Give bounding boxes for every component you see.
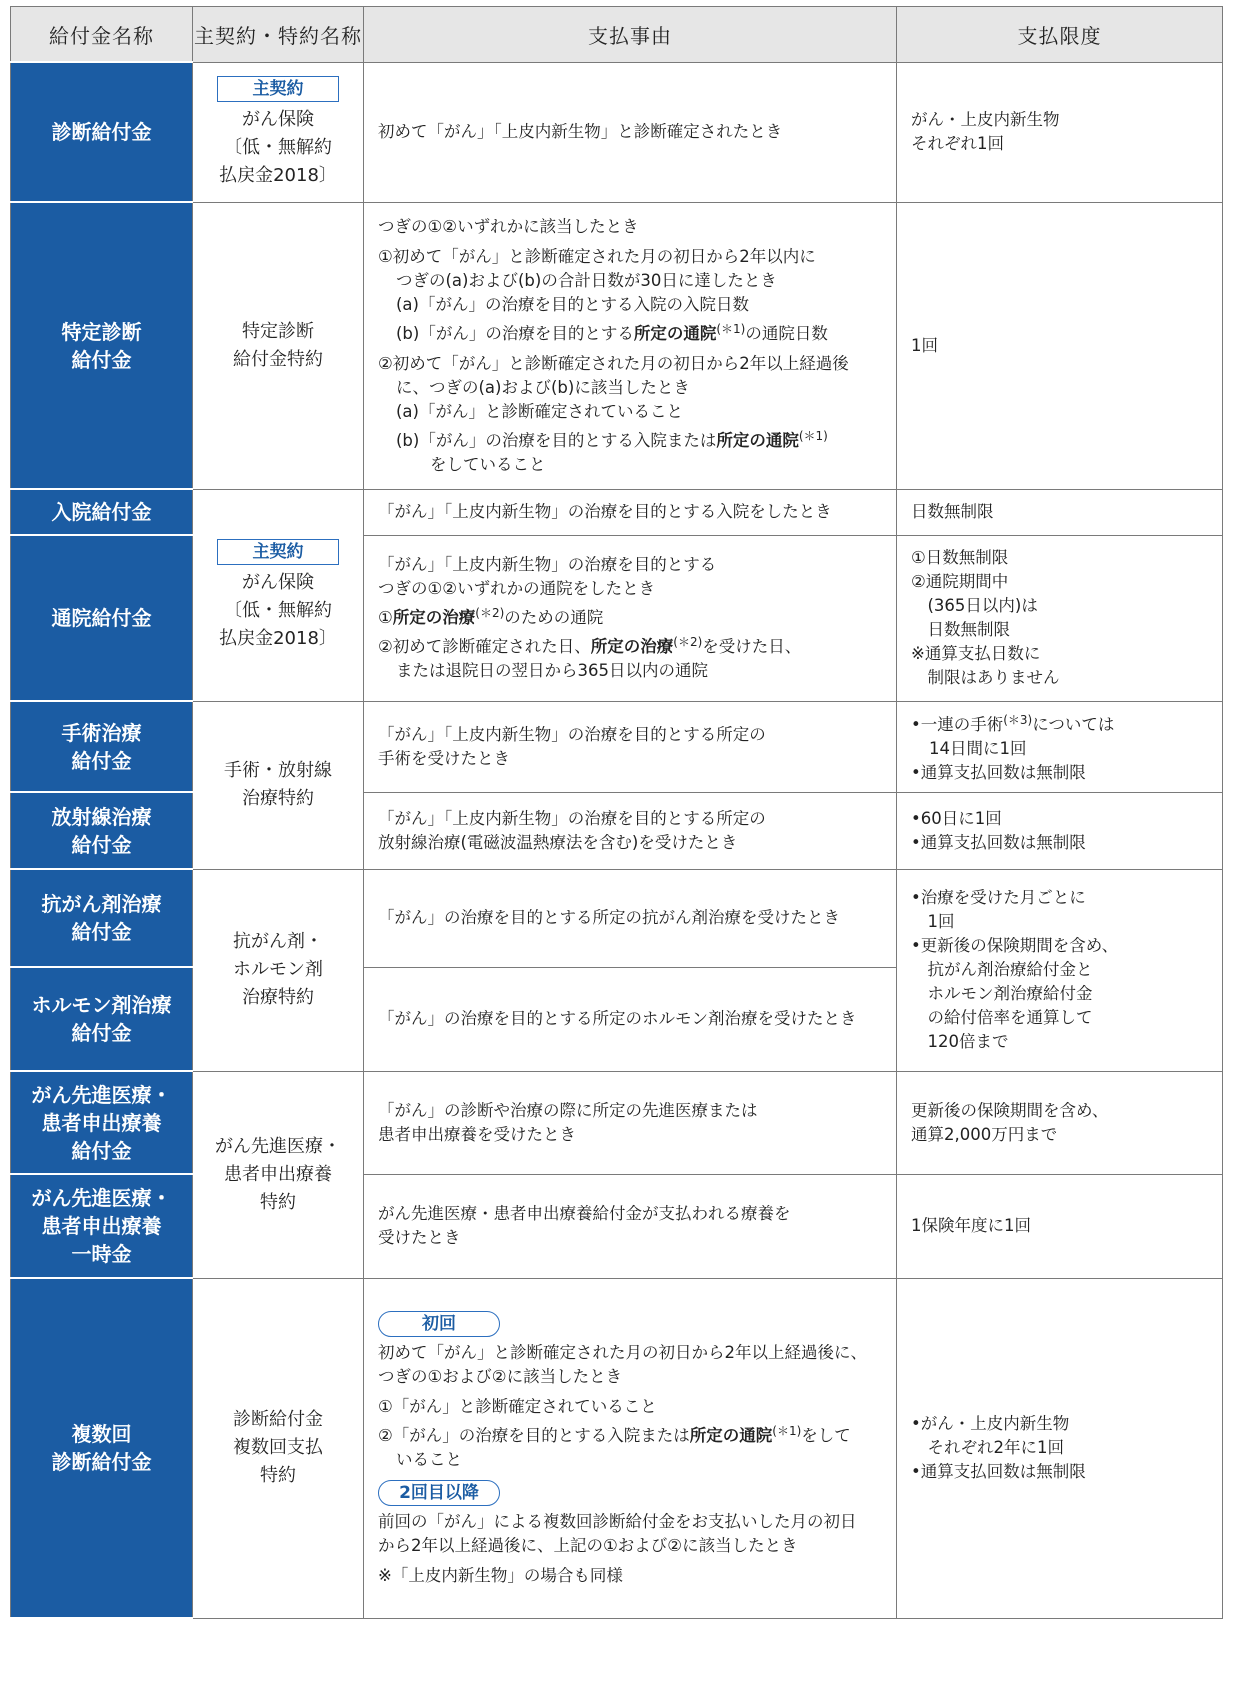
limit-cell: 日数無制限 [897,489,1223,535]
limit-cell: がん・上皮内新生物 それぞれ1回 [897,62,1223,202]
reason-cell: 「がん」の診断や治療の際に所定の先進医療または 患者申出療養を受けたとき [364,1071,897,1174]
table-row [11,792,1223,869]
header-payment-limit: 支払限度 [897,7,1223,63]
first-time-pill: 初回 [378,1311,500,1337]
contract-cell: 診断給付金 複数回支払 特約 [193,1278,364,1618]
header-benefit-name: 給付金名称 [11,7,193,63]
reason-cell: 「がん」の治療を目的とする所定の抗がん剤治療を受けたとき [364,869,897,967]
table-row [11,701,1223,792]
contract-cell: 主契約 がん保険 〔低・無解約 払戻金2018〕 [193,489,364,701]
limit-cell: •治療を受けた月ごとに 1回 •更新後の保険期間を含め、 抗がん剤治療給付金と ホルモン剤治療給付金 の給付倍率を通算して 120倍まで [897,869,1223,1071]
header-row [11,7,1223,63]
benefit-name-cell: 入院給付金 [11,489,193,535]
header-contract-name: 主契約・特約名称 [193,7,364,63]
benefit-name-cell: 診断給付金 [11,62,193,202]
limit-cell: 1保険年度に1回 [897,1174,1223,1278]
reason-cell: 「がん」「上皮内新生物」の治療を目的とする入院をしたとき [364,489,897,535]
limit-cell: 更新後の保険期間を含め、 通算2,000万円まで [897,1071,1223,1174]
table-row [11,62,1223,202]
reason-cell: つぎの①②いずれかに該当したとき ①初めて「がん」と診断確定された月の初日から2年以内に つぎの(a)および(b)の合計日数が30日に達したとき (a)「がん」の治療を目的とする入院の入院日数 (b)「がん」の治療を目的とする所定の通院$^{(*1)}$の通院日数 ②初めて「がん」と診断確定された月の初日から2年以上経過後 に、つぎの(a)および(b)に該当したとき (a)「がん」と診断確定されていること (b)「がん」の治療を目的とする入院または所定の通院$^{(*1)}$ をしていること [364,202,897,489]
contract-cell: 手術・放射線 治療特約 [193,701,364,869]
table-row [11,202,1223,489]
reason-cell: 「がん」の治療を目的とする所定のホルモン剤治療を受けたとき [364,967,897,1071]
header-payment-reason: 支払事由 [364,7,897,63]
table-row [11,535,1223,701]
benefit-name-cell: がん先進医療・ 患者申出療養 一時金 [11,1174,193,1278]
reason-cell: 「がん」「上皮内新生物」の治療を目的とする所定の 手術を受けたとき [364,701,897,792]
benefit-name-cell: 手術治療 給付金 [11,701,193,792]
table-row [11,1278,1223,1618]
reason-cell: 「がん」「上皮内新生物」の治療を目的とする つぎの①②いずれかの通院をしたとき ①所定の治療$^{(*2)}$のための通院 ②初めて診断確定された日、所定の治療$^{(*2)}$を受けた日、 または退院日の翌日から365日以内の通院 [364,535,897,701]
reason-cell: 初回 初めて「がん」と診断確定された月の初日から2年以上経過後に、 つぎの①および②に該当したとき ①「がん」と診断確定されていること ②「がん」の治療を目的とする入院または所定の通院$^{(*1)}$をして いること 2回目以降 前回の「がん」による複数回診断給付金をお支払いした月の初日 から2年以上経過後に、上記の①および②に該当したとき ※「上皮内新生物」の場合も同様 [364,1278,897,1618]
benefit-name-cell: 特定診断 給付金 [11,202,193,489]
benefit-name-cell: 放射線治療 給付金 [11,792,193,869]
limit-cell: •がん・上皮内新生物 それぞれ2年に1回 •通算支払回数は無制限 [897,1278,1223,1618]
second-time-pill: 2回目以降 [378,1480,500,1506]
contract-cell: がん先進医療・ 患者申出療養 特約 [193,1071,364,1278]
benefit-name-cell: 抗がん剤治療 給付金 [11,869,193,967]
benefit-name-cell: 通院給付金 [11,535,193,701]
contract-cell: 抗がん剤・ ホルモン剤 治療特約 [193,869,364,1071]
benefit-table [10,6,1223,1619]
main-contract-badge: 主契約 [217,76,339,102]
table-row [11,869,1223,967]
benefit-name-cell: 複数回 診断給付金 [11,1278,193,1618]
reason-cell: がん先進医療・患者申出療養給付金が支払われる療養を 受けたとき [364,1174,897,1278]
limit-cell: •一連の手術$^{(*3)}$については 14日間に1回 •通算支払回数は無制限 [897,701,1223,792]
contract-cell: 主契約 がん保険 〔低・無解約 払戻金2018〕 [193,62,364,202]
benefit-name-cell: がん先進医療・ 患者申出療養 給付金 [11,1071,193,1174]
limit-cell: •60日に1回 •通算支払回数は無制限 [897,792,1223,869]
table-row [11,489,1223,535]
contract-cell: 特定診断 給付金特約 [193,202,364,489]
benefit-name-cell: ホルモン剤治療 給付金 [11,967,193,1071]
reason-cell: 「がん」「上皮内新生物」の治療を目的とする所定の 放射線治療(電磁波温熱療法を含む)を受けたとき [364,792,897,869]
limit-cell: 1回 [897,202,1223,489]
reason-cell: 初めて「がん」「上皮内新生物」と診断確定されたとき [364,62,897,202]
limit-cell: ①日数無制限 ②通院期間中 (365日以内)は 日数無制限 ※通算支払日数に 制限はありません [897,535,1223,701]
main-contract-badge: 主契約 [217,539,339,565]
table-row [11,1174,1223,1278]
table-row [11,1071,1223,1174]
